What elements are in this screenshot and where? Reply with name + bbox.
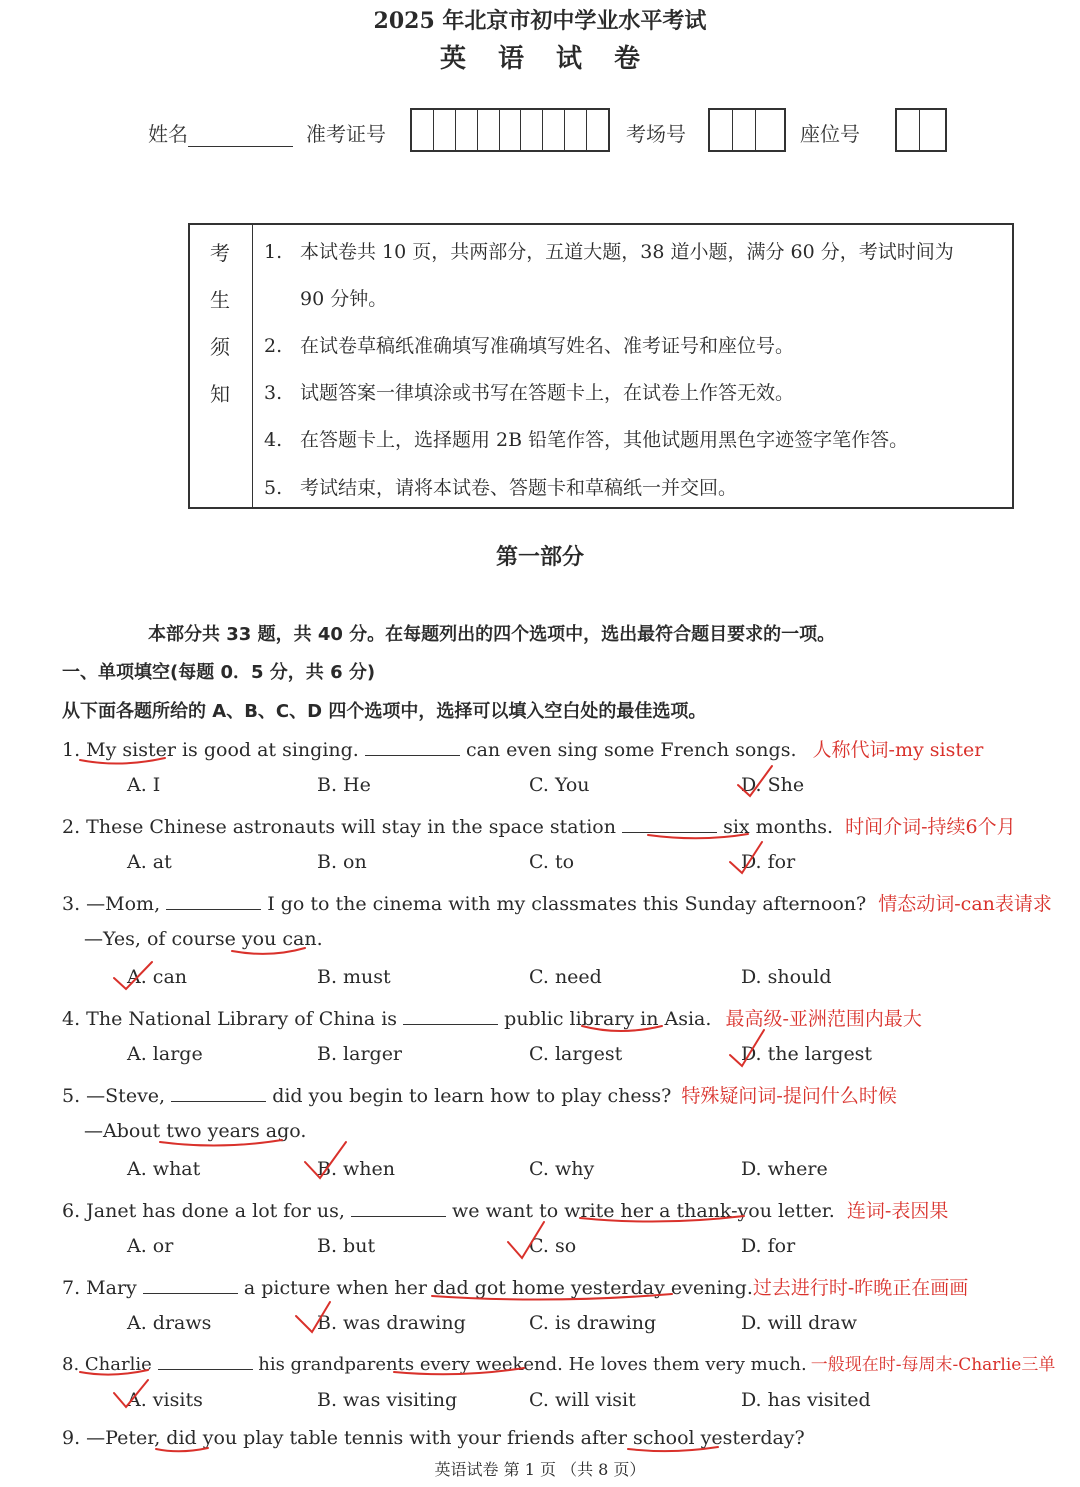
question-8: 8. Charlie his grandparents every weekend. He loves them very much. 一般现在时-每周末-Charlie三单 bbox=[62, 1350, 1055, 1375]
option-b: B. was drawing bbox=[317, 1312, 466, 1334]
name-label: 姓名 bbox=[148, 122, 188, 146]
answer-blank bbox=[158, 1351, 253, 1370]
exam-title: 2025 年北京市初中学业水平考试 bbox=[373, 8, 707, 34]
exam-subtitle: 英语试卷 bbox=[439, 44, 672, 74]
part-intro: 本部分共 33 题，共 40 分。在每题列出的四个选项中，选出最符合题目要求的一项。 bbox=[148, 624, 836, 645]
question-1: 1. My sister is good at singing. can even sing some French songs. 人称代词-my sister bbox=[62, 739, 984, 761]
handwritten-note: 人称代词-my sister bbox=[812, 739, 984, 761]
option-d: D. should bbox=[741, 966, 832, 988]
option-c: C. You bbox=[529, 774, 590, 796]
option-b: B. He bbox=[317, 774, 371, 796]
notice-item: 1. 本试卷共 10 页，共两部分，五道大题，38 道小题，满分 60 分，考试时间为 bbox=[264, 241, 954, 263]
option-a: A. I bbox=[127, 774, 161, 796]
handwritten-note: 时间介词-持续6个月 bbox=[845, 816, 1016, 838]
name-underline bbox=[188, 126, 293, 147]
handwritten-note: 情态动词-can表请求 bbox=[878, 893, 1052, 915]
room-label: 考场号 bbox=[626, 122, 686, 146]
option-a: A. visits bbox=[127, 1389, 203, 1411]
question-5-reply: —About two years ago. bbox=[84, 1120, 307, 1142]
option-d: D. where bbox=[741, 1158, 828, 1180]
handwritten-note: 特殊疑问词-提问什么时候 bbox=[681, 1085, 897, 1107]
handwritten-note: 连词-表因果 bbox=[846, 1200, 949, 1222]
name-field bbox=[148, 118, 293, 147]
question-7: 7. Mary a picture when her dad got home yesterday evening.过去进行时-昨晚正在画画 bbox=[62, 1277, 969, 1299]
option-d: D. the largest bbox=[741, 1043, 873, 1065]
part-title: 第一部分 bbox=[495, 545, 584, 570]
question-3-reply: —Yes, of course you can. bbox=[84, 928, 323, 950]
option-d: D. will draw bbox=[741, 1312, 858, 1334]
option-c: C. will visit bbox=[529, 1389, 636, 1411]
room-number-boxes bbox=[708, 108, 786, 152]
option-d: D. for bbox=[741, 851, 796, 873]
option-a: A. at bbox=[127, 851, 172, 873]
answer-blank bbox=[403, 1006, 498, 1025]
notice-item: 4. 在答题卡上，选择题用 2B 铅笔作答，其他试题用黑色字迹签字笔作答。 bbox=[264, 429, 909, 451]
notice-item: 3. 试题答案一律填涂或书写在答题卡上，在试卷上作答无效。 bbox=[264, 382, 795, 404]
page-footer: 英语试卷 第 1 页 （共 8 页） bbox=[434, 1460, 646, 1479]
option-a: A. what bbox=[127, 1158, 201, 1180]
option-a: A. draws bbox=[127, 1312, 212, 1334]
notice-item: 2. 在试卷草稿纸准确填写准确填写姓名、准考证号和座位号。 bbox=[264, 335, 795, 357]
handwritten-note: 一般现在时-每周末-Charlie三单 bbox=[810, 1355, 1056, 1375]
option-b: B. must bbox=[317, 966, 391, 988]
option-b: B. when bbox=[317, 1158, 396, 1180]
notice-side-label: 考 生 须 知 bbox=[190, 225, 253, 507]
option-c: C. is drawing bbox=[529, 1312, 657, 1334]
option-c: C. need bbox=[529, 966, 602, 988]
question-6: 6. Janet has done a lot for us, we want to write her a thank-you letter. 连词-表因果 bbox=[62, 1200, 949, 1222]
answer-blank bbox=[143, 1275, 238, 1294]
question-3: 3. —Mom, I go to the cinema with my classmates this Sunday afternoon? 情态动词-can表请求 bbox=[62, 893, 1052, 915]
option-b: B. on bbox=[317, 851, 367, 873]
option-c: C. largest bbox=[529, 1043, 623, 1065]
option-a: A. or bbox=[127, 1235, 174, 1257]
notice-item: 90 分钟。 bbox=[300, 288, 388, 310]
handwritten-note: 过去进行时-昨晚正在画画 bbox=[752, 1277, 969, 1299]
section-heading: 一、单项填空(每题 0．5 分，共 6 分) bbox=[62, 662, 376, 683]
seat-label: 座位号 bbox=[800, 122, 860, 146]
question-9: 9. —Peter, did you play table tennis with your friends after school yesterday? bbox=[62, 1427, 805, 1449]
option-c: C. so bbox=[529, 1235, 577, 1257]
question-4: 4. The National Library of China is public library in Asia. 最高级-亚洲范围内最大 bbox=[62, 1008, 922, 1030]
question-5: 5. —Steve, did you begin to learn how to play chess? 特殊疑问词-提问什么时候 bbox=[62, 1085, 897, 1107]
ticket-label: 准考证号 bbox=[306, 122, 386, 146]
answer-blank bbox=[171, 1083, 266, 1102]
option-c: C. to bbox=[529, 851, 575, 873]
answer-blank bbox=[351, 1198, 446, 1217]
answer-blank bbox=[166, 891, 261, 910]
seat-number-boxes bbox=[895, 108, 947, 152]
handwritten-note: 最高级-亚洲范围内最大 bbox=[725, 1008, 922, 1030]
option-b: B. but bbox=[317, 1235, 376, 1257]
option-c: C. why bbox=[529, 1158, 595, 1180]
option-d: D. She bbox=[741, 774, 805, 796]
option-a: A. can bbox=[127, 966, 188, 988]
section-instruction: 从下面各题所给的 A、B、C、D 四个选项中，选择可以填入空白处的最佳选项。 bbox=[62, 701, 707, 722]
option-b: B. was visiting bbox=[317, 1389, 458, 1411]
option-d: D. has visited bbox=[741, 1389, 871, 1411]
ticket-number-boxes bbox=[410, 108, 610, 152]
question-2: 2. These Chinese astronauts will stay in the space station six months. 时间介词-持续6个月 bbox=[62, 816, 1016, 838]
answer-blank bbox=[365, 737, 460, 756]
answer-blank bbox=[622, 814, 717, 833]
option-d: D. for bbox=[741, 1235, 796, 1257]
candidate-notice bbox=[188, 223, 1014, 509]
notice-item: 5. 考试结束，请将本试卷、答题卡和草稿纸一并交回。 bbox=[264, 477, 738, 499]
option-b: B. larger bbox=[317, 1043, 403, 1065]
option-a: A. large bbox=[127, 1043, 203, 1065]
